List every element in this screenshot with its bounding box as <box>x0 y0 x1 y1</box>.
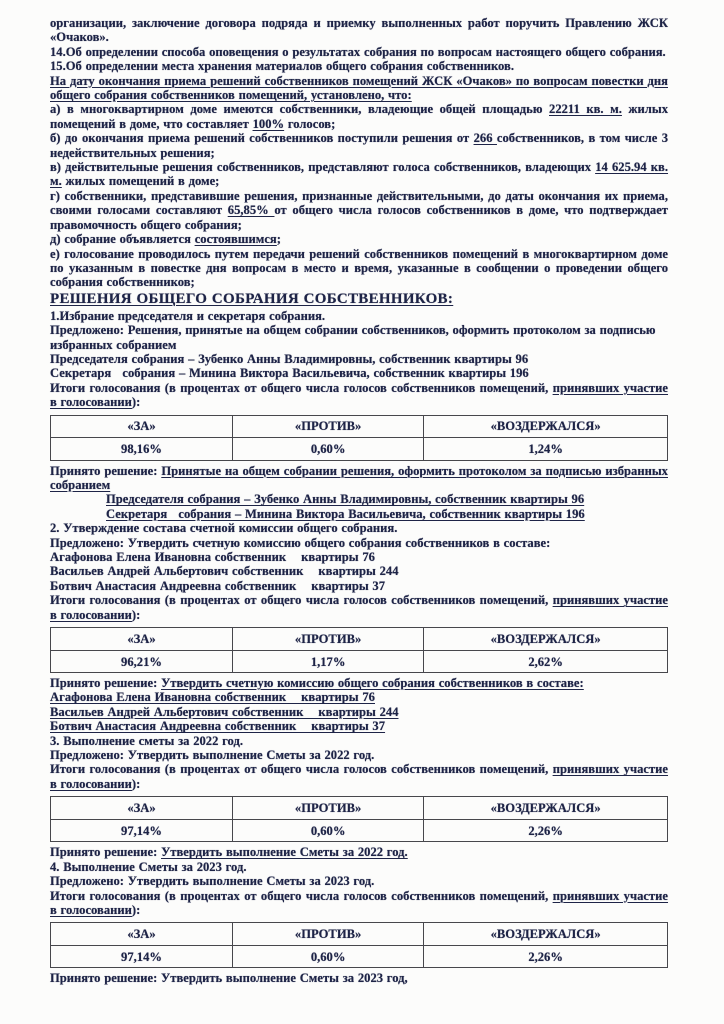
text-run: 4. Выполнение Сметы за 2023 год. <box>50 859 247 874</box>
text-run: Предложено: Утвердить счетную комиссию общего собрания собственников в составе: <box>50 535 551 550</box>
vote-percentage-value: 2,62% <box>424 650 668 673</box>
doc-paragraph <box>106 492 668 506</box>
underlined-text: принявших участие в голосовании <box>50 593 669 622</box>
text-run: собственников, в том числе 3 недействительных решения; <box>50 131 668 160</box>
underlined-text: Васильев Андрей Альбертович собственник квартиры 244 <box>50 704 399 719</box>
doc-paragraph <box>50 748 668 762</box>
vote-percentage-value: 98,16% <box>51 438 233 461</box>
vote-percentage-value: 96,21% <box>51 650 233 673</box>
vote-column-header: «ЗА» <box>51 415 233 438</box>
vote-values-row <box>51 650 668 673</box>
section-heading <box>50 291 668 308</box>
vote-values-row <box>51 945 668 968</box>
vote-column-header: «ВОЗДЕРЖАЛСЯ» <box>424 628 668 651</box>
text-run: Принято решение: <box>50 463 162 478</box>
voting-results-table-1 <box>50 415 668 461</box>
voting-results-table-4 <box>50 922 668 968</box>
text-run: д) собрание объявляется <box>50 232 195 247</box>
vote-column-header: «ЗА» <box>51 923 233 946</box>
text-run: Ботвич Анастасия Андреевна собственник квартиры 37 <box>50 578 386 593</box>
text-run: 15.Об определении места хранения материалов общего собрания собственников. <box>50 59 514 74</box>
document-body <box>50 16 668 986</box>
doc-paragraph <box>50 232 668 246</box>
vote-percentage-value: 97,14% <box>51 819 233 842</box>
text-run: 14.Об определении способа оповещения о результатах собрания по вопросам настоящего общего собрания. <box>50 44 666 59</box>
vote-percentage-value: 0,60% <box>233 945 424 968</box>
doc-paragraph <box>50 719 668 733</box>
vote-column-header: «ПРОТИВ» <box>233 923 424 946</box>
doc-paragraph <box>50 874 668 888</box>
doc-paragraph <box>50 521 668 535</box>
text-run: Предложено: Решения, принятые на общем собрании собственников, оформить протоколом за подписью избранных собранием <box>50 323 656 352</box>
vote-header-row <box>51 923 668 946</box>
underlined-text: 14 625.94 кв. м. <box>50 160 669 189</box>
doc-paragraph <box>106 507 668 521</box>
underlined-text: состоявшимся <box>194 232 277 247</box>
underlined-text: Секретаря собрания – Минина Виктора Васильевича, собственник квартиры 196 <box>106 506 585 521</box>
doc-paragraph <box>50 579 668 593</box>
doc-paragraph <box>50 16 668 45</box>
text-run: Итоги голосования (в процентах от общего числа голосов собственников помещений, <box>50 380 553 395</box>
underlined-text: принявших участие в голосовании <box>50 380 669 410</box>
text-run: Васильев Андрей Альбертович собственник квартиры 244 <box>50 564 399 579</box>
doc-paragraph <box>50 593 668 622</box>
text-run: жилых помещений в доме, что составляет <box>50 102 668 131</box>
text-run: ): <box>131 776 141 791</box>
doc-paragraph <box>50 690 668 704</box>
text-run: 1.Избрание председателя и секретаря собрания. <box>50 308 326 323</box>
doc-paragraph <box>50 381 668 410</box>
vote-percentage-value: 0,60% <box>233 819 424 842</box>
doc-paragraph <box>50 189 668 232</box>
underlined-text: На дату окончания приема решений собственников помещений ЖСК «Очаков» по вопросам повестки дня общего собрания собственников помещений, установлено, что: <box>50 73 668 103</box>
vote-column-header: «ВОЗДЕРЖАЛСЯ» <box>424 415 668 438</box>
doc-paragraph <box>50 74 668 103</box>
doc-paragraph <box>50 464 668 493</box>
text-run: ): <box>131 902 141 917</box>
underlined-text: принявших участие в голосовании <box>50 762 669 791</box>
doc-paragraph <box>50 247 668 290</box>
vote-percentage-value: 2,26% <box>424 945 668 968</box>
doc-paragraph <box>50 550 668 564</box>
voting-results-table-2 <box>50 627 668 673</box>
vote-percentage-value: 97,14% <box>51 945 233 968</box>
underlined-text: Принятые на общем собрании решения, оформить протоколом за подписью избранных собранием <box>50 463 668 492</box>
doc-paragraph <box>50 366 668 380</box>
doc-paragraph <box>50 705 668 719</box>
vote-column-header: «ЗА» <box>51 797 233 820</box>
doc-paragraph <box>50 676 668 690</box>
doc-paragraph <box>50 59 668 73</box>
underlined-text: Ботвич Анастасия Андреевна собственник квартиры 37 <box>50 719 386 734</box>
doc-paragraph <box>50 536 668 550</box>
doc-paragraph <box>50 309 668 323</box>
text-run: 3. Выполнение сметы за 2022 год. <box>50 733 244 748</box>
text-run: Предложено: Утвердить выполнение Сметы за 2023 год. <box>50 874 375 889</box>
doc-paragraph <box>50 160 668 189</box>
voting-results-table-3 <box>50 796 668 842</box>
text-run: Итоги голосования (в процентах от общего числа голосов собственников помещений, <box>50 762 553 777</box>
vote-header-row <box>51 415 668 438</box>
vote-percentage-value: 1,24% <box>424 438 668 461</box>
vote-percentage-value: 1,17% <box>233 650 424 673</box>
vote-values-row <box>51 819 668 842</box>
underlined-text: Агафонова Елена Ивановна собственник квартиры 76 <box>50 690 375 705</box>
vote-column-header: «ВОЗДЕРЖАЛСЯ» <box>424 797 668 820</box>
doc-paragraph <box>50 131 668 160</box>
text-run: Агафонова Елена Ивановна собственник квартиры 76 <box>50 550 375 564</box>
vote-percentage-value: 0,60% <box>233 438 424 461</box>
vote-percentage-value: 2,26% <box>424 819 668 842</box>
doc-paragraph <box>50 323 668 352</box>
text-run: в) действительные решения собственников, представляют голоса собственников, владеющих <box>50 160 596 175</box>
vote-column-header: «ПРОТИВ» <box>233 415 424 438</box>
text-run: ; <box>276 232 281 247</box>
doc-paragraph <box>50 845 668 859</box>
underlined-text: 65,85% <box>227 203 275 218</box>
underlined-text: Председателя собрания – Зубенко Анны Владимировны, собственник квартиры 96 <box>106 492 585 507</box>
doc-paragraph <box>50 860 668 874</box>
underlined-text: Утвердить выполнение Сметы за 2022 год. <box>161 845 408 860</box>
doc-paragraph <box>50 762 668 791</box>
vote-column-header: «ВОЗДЕРЖАЛСЯ» <box>424 923 668 946</box>
text-run: Секретаря собрания – Минина Виктора Васильевича, собственник квартиры 196 <box>50 366 529 381</box>
vote-values-row <box>51 438 668 461</box>
text-run: а) в многоквартирном доме имеются собственники, владеющие общей площадью <box>50 102 550 117</box>
text-run: от общего числа голосов собственников в доме, что подтверждает правомочность общего собрания; <box>50 203 668 232</box>
vote-column-header: «ЗА» <box>51 628 233 651</box>
underlined-text: 100% <box>252 116 285 131</box>
underlined-text: Утвердить счетную комиссию общего собрания собственников в составе: <box>161 676 584 691</box>
vote-column-header: «ПРОТИВ» <box>233 797 424 820</box>
text-run: Итоги голосования (в процентах от общего числа голосов собственников помещений, <box>50 888 553 903</box>
underlined-text: РЕШЕНИЯ ОБЩЕГО СОБРАНИЯ СОБСТВЕННИКОВ: <box>50 290 454 307</box>
text-run: Принято решение: <box>50 845 162 860</box>
doc-paragraph <box>50 971 668 985</box>
vote-column-header: «ПРОТИВ» <box>233 628 424 651</box>
text-run: ): <box>131 607 141 622</box>
text-run: г) собственники, представившие решения, признанные действительными, до даты окончания их приема, своими голосами составляют <box>50 188 668 218</box>
doc-paragraph <box>50 734 668 748</box>
text-run: Принято решение: <box>50 676 162 691</box>
vote-header-row <box>51 628 668 651</box>
doc-paragraph <box>50 45 668 59</box>
text-run: б) до окончания приема решений собственников поступили решения от <box>50 131 474 146</box>
text-run: 2. Утверждение состава счетной комиссии общего собрания. <box>50 521 398 536</box>
underlined-text: 22211 кв. м. <box>549 102 622 117</box>
doc-paragraph <box>50 352 668 366</box>
text-run: Итоги голосования (в процентах от общего числа голосов собственников помещений, <box>50 593 553 608</box>
text-run: ): <box>131 395 141 410</box>
doc-paragraph <box>50 564 668 578</box>
text-run: Принято решение: Утвердить выполнение Сметы за 2023 год, <box>50 971 408 986</box>
underlined-text: принявших участие в голосовании <box>50 888 669 917</box>
vote-header-row <box>51 797 668 820</box>
text-run: голосов; <box>284 116 336 131</box>
text-run: организации, заключение договора подряда и приемку выполненных работ поручить Правлению ЖСК «Очаков». <box>50 16 668 45</box>
underlined-text: 266 <box>473 131 497 146</box>
text-run: е) голосование проводилось путем передачи решений собственников помещений в многоквартирном доме по указанным в повестке дня вопросам в место и время, указанные в сообщении о проведении общего собрания собственников; <box>50 246 668 290</box>
text-run: жилых помещений в доме; <box>61 174 220 189</box>
text-run: Председателя собрания – Зубенко Анны Владимировны, собственник квартиры 96 <box>50 351 529 366</box>
text-run: Предложено: Утвердить выполнение Сметы за 2022 год. <box>50 748 375 763</box>
doc-paragraph <box>50 889 668 918</box>
doc-paragraph <box>50 102 668 131</box>
